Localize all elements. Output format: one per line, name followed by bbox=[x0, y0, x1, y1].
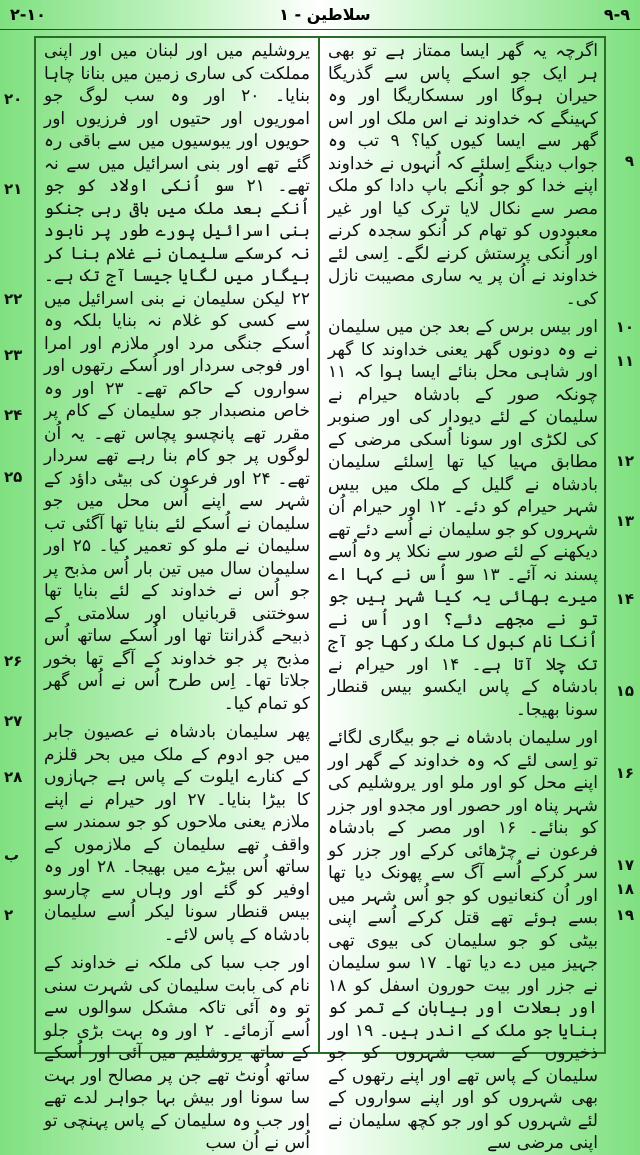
verse-number: ۲۸ bbox=[4, 768, 23, 786]
verse-number: ۱۲ bbox=[615, 452, 634, 470]
column-divider bbox=[318, 36, 320, 1054]
paragraph: اور جب سبا کی ملکہ نے خداوند کے نام کی بابت سلیمان کی شہرت سنی تو وہ آئی تاکہ مشکل سوالوں سے اُسے آزمائے۔ ۲ اور وہ بہت بڑی جلو کے ساتھ یروشلیم میں آئی اور اُسکے ساتھ اُونٹ تھے جن پر مصالح اور بہت سا سونا اور بیش بہا جواہر لدے تھے اور جب وہ سلیمان کے پاس پہنچی تو اُس نے اُن سب bbox=[44, 953, 310, 1153]
verse-number: ۲ bbox=[4, 906, 14, 924]
verse-number: ۲۳ bbox=[4, 346, 23, 364]
verse-number: ۲۱ bbox=[4, 180, 23, 198]
paragraph: اور بیس برس کے بعد جن میں سلیمان نے وہ دونوں گھر یعنی خداوند کا گھر اور شاہی محل بنائے ایسا ہوا کہ ۱۱ چونکہ صور کے بادشاہ حیرام نے سلیمان کے لئے دیودار کی اور صنوبر کی لکڑی اور سونا اُسکی مرضی کے مطابق مہیا کیا تھا اِسلئے سلیمان بادشاہ نے گلیل کے ملک میں بیس شہر حیرام کو دئے۔ ۱۲ اور حیرام اُن شہروں کو جو سلیمان نے اُسے دئے تھے دیکھنے کے لئے صور سے نکلا پر وہ اُسے پسند نہ آئے۔ ۱۳ سو اُس نے کہا اے میرے بھائی یہ کیا شہر ہیں جو تو نے مجھے دئے؟ اور اُس نے اُنکا نام کبول کا ملک رکھا جو آج تک چلا آتا ہے۔ ۱۴ اور حیرام نے بادشاہ کے پاس ایکسو بیس قنطار سونا بھیجا۔ bbox=[328, 317, 599, 720]
verse-number: ۲۲ bbox=[4, 290, 23, 308]
right-text-column bbox=[322, 40, 604, 1153]
paragraph: اگرچہ یہ گھر ایسا ممتاز ہے تو بھی ہر ایک جو اسکے پاس سے گذریگا حیران ہوگا اور سسکاریگا اور وہ کہینگے کہ خداوند نے اس ملک اور اس گھر سے ایسا کیوں کیا؟ ۹ تب وہ جواب دینگے اِسلئے کہ اُنہوں نے خداوند اپنے خدا کو جو اُنکے باپ دادا کو ملک مصر سے نکال لایا ترک کیا اور غیر معبودوں کو تھام کر اُنکو سجدہ کرنے اور اُنکی پرستش کرنے لگے۔ اِسی لئے خداوند نے اُن پر یہ ساری مصیبت نازل کی۔ bbox=[328, 41, 599, 309]
paragraph: اور سلیمان بادشاہ نے جو بیگاری لگائے تو اِسی لئے کہ وہ خداوند کے گھر اور اپنے محل کو اور ملو اور یروشلیم کی شہر پناہ اور حصور اور مجدو اور جزر کو بنائے۔ ۱۶ اور مصر کے بادشاہ فرعون نے چڑھائی کرکے اور جزر کو سر کرکے اُسے آگ سے پھونک دیا تھا اور اُن کنعانیوں کو جو اُس شہر میں بسے ہوئے تھے قتل کرکے اُسے اپنی بیٹی کو جو سلیمان کی بیوی تھی جہیز میں دے دیا تھا۔ ۱۷ سو سلیمان نے جزر اور بیت حورون اسفل کو ۱۸ اور بعلات اور بیابان کے تمر کو بنایا جو ملک کے اندر ہیں۔ ۱۹ اور ذخیروں کے سب شہروں کو جو سلیمان کے پاس تھے اور اپنے رتھوں کے بھی شہروں کو اور اپنے سواروں کے لئے شہروں کو اور جو کچھ سلیمان نے اپنی مرضی سے bbox=[328, 728, 598, 1153]
verse-number: ۱۷ bbox=[615, 856, 634, 874]
chapter-marker: ب bbox=[4, 846, 20, 864]
page-header bbox=[0, 0, 640, 30]
verse-number: ۱۸ bbox=[615, 880, 634, 898]
verse-number: ۱۹ bbox=[615, 906, 634, 924]
verse-number: ۲۰ bbox=[4, 90, 23, 108]
verse-number: ۲۴ bbox=[4, 406, 23, 424]
paragraph: یروشلیم میں اور لبنان میں اور اپنی مملکت کی ساری زمین میں بنانا چاہا بنایا۔ ۲۰ اور وہ سب لوگ جو اموریوں اور حتیوں اور فرزیوں اور حویوں اور یبوسیوں میں سے باقی رہ گئے تھے اور بنی اسرائیل میں سے نہ تھے۔ ۲۱ سو اُنکی اولاد کو جو اُنکے بعد ملک میں باقی رہی جنکو بنی اسرائیل پورے طور پر نابود نہ کرسکے سلیمان نے غلام بنا کر بیگار میں لگایا جیسا آج تک ہے۔ ۲۲ لیکن سلیمان نے بنی اسرائیل میں سے کسی کو غلام نہ بنایا بلکہ وہ اُسکے جنگی مرد اور ملازم اور امرا اور فوجی سردار اور اُسکے رتھوں اور سواروں کے حاکم تھے۔ ۲۳ اور وہ خاص منصبدار جو سلیمان کے کام پر مقرر تھے پانچسو پچاس تھے۔ یہ اُن لوگوں پر جو کام بنا رہے تھے سردار تھے۔ ۲۴ اور فرعون کی بیٹی داؤد کے شہر سے اپنے اُس محل میں جو سلیمان نے اُسکے لئے بنایا تھا آگئی تب سلیمان نے ملو کو تعمیر کیا۔ ۲۵ اور سلیمان سال میں تین بار اُس مذبح پر جو اُس نے خداوند کے لئے بنایا تھا سوختنی قربانیاں اور سلامتی کے ذبیحے گذرانتا تھا اور اُسکے ساتھ اُس مذبح پر جو خداوند کے آگے تھا بخور جلاتا تھا۔ اِس طرح اُس نے اُس گھر کو تمام کیا۔ bbox=[44, 41, 311, 714]
paragraph: پھر سلیمان بادشاہ نے عصیون جابر میں جو ادوم کے ملک میں بحر قلزم کے کنارے ایلوت کے پاس ہے جہازوں کا بیڑا بنایا۔ ۲۷ اور حیرام نے اپنے ملازم یعنی ملاحوں کو جو سمندر سے واقف تھے سلیمان کے ملازموں کے ساتھ اُس بیڑے میں بھیجا۔ ۲۸ اور وہ اوفیر کو گئے اور وہاں سے چارسو بیس قنطار سونا لیکر اُسے سلیمان بادشاہ کے پاس لائے۔ bbox=[44, 722, 310, 945]
verse-number: ۲۷ bbox=[4, 712, 23, 730]
book-title: ۱ - سلاطین bbox=[279, 5, 371, 24]
left-chapter-ref: ۲-۱۰ bbox=[10, 5, 46, 24]
left-text-column bbox=[38, 40, 316, 1153]
verse-number: ۱۵ bbox=[615, 682, 634, 700]
verse-number: ۲۶ bbox=[4, 652, 23, 670]
verse-number: ۱۶ bbox=[615, 764, 634, 782]
verse-number: ۱۴ bbox=[615, 590, 634, 608]
verse-number: ۱۰ bbox=[615, 318, 634, 336]
right-chapter-ref: ۹-۹ bbox=[603, 5, 630, 24]
verse-number: ۱۱ bbox=[615, 352, 634, 370]
verse-number: ۹ bbox=[624, 152, 634, 170]
verse-number: ۲۵ bbox=[4, 468, 23, 486]
verse-number: ۱۳ bbox=[615, 512, 634, 530]
